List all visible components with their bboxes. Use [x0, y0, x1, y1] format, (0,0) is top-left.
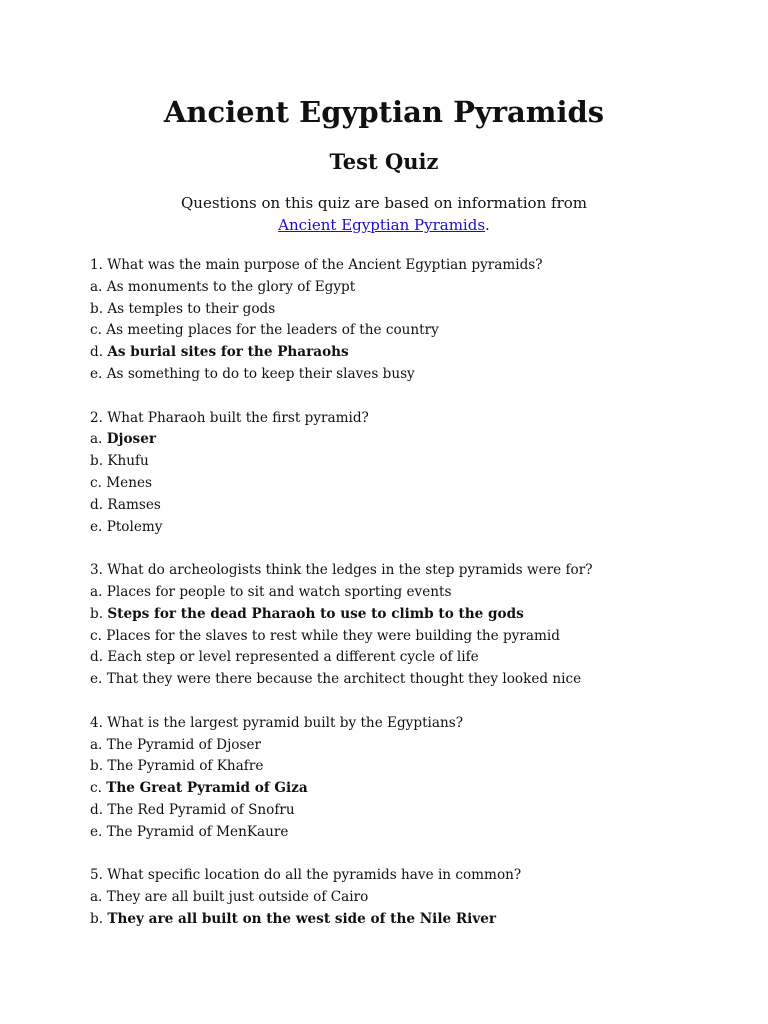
answer-option [90, 822, 730, 844]
option-text: The Pyramid of Khafre [107, 758, 264, 775]
option-text: As something to do to keep their slaves busy [106, 365, 415, 382]
document-subtitle: Test Quiz [329, 149, 439, 174]
option-text: They are all built just outside of Cairo [106, 889, 369, 906]
option-letter: a. [90, 736, 103, 753]
option-text: Each step or level represented a different cycle of life [107, 649, 479, 666]
option-letter: b. [90, 605, 104, 622]
option-letter: a. [90, 278, 103, 295]
intro-text: Questions on this quiz are based on information from [180, 194, 587, 212]
option-letter: b. [90, 453, 104, 470]
answer-option [90, 495, 730, 517]
answer-option [90, 735, 730, 757]
option-letter: c. [90, 474, 102, 491]
answer-option-correct [90, 909, 730, 931]
answer-option [90, 517, 730, 539]
source-link[interactable]: Ancient Egyptian Pyramids [278, 216, 486, 234]
answer-option-correct [90, 604, 730, 626]
answer-option [90, 451, 730, 473]
option-text: Places for people to sit and watch sporting events [106, 583, 452, 600]
option-text: That they were there because the architect thought they looked nice [106, 671, 582, 688]
answer-option [90, 647, 730, 669]
intro-link-line [0, 214, 768, 236]
question-block [90, 713, 730, 844]
answer-option [90, 669, 730, 691]
answer-option [90, 887, 730, 909]
intro-period: . [485, 216, 490, 234]
question-prompt: 5. What specific location do all the pyramids have in common? [90, 867, 522, 884]
question-block [90, 255, 730, 386]
question-prompt: 2. What Pharaoh built the first pyramid? [90, 409, 369, 426]
answer-option-correct [90, 778, 730, 800]
option-letter: e. [90, 671, 103, 688]
document-title: Ancient Egyptian Pyramids [163, 95, 605, 129]
option-text: The Red Pyramid of Snofru [107, 801, 295, 818]
answer-option [90, 800, 730, 822]
option-letter: b. [90, 758, 104, 775]
option-text: Djoser [106, 431, 157, 448]
option-text: The Pyramid of MenKaure [106, 823, 289, 840]
option-letter: e. [90, 823, 103, 840]
answer-option-correct [90, 429, 730, 451]
intro-paragraph [0, 192, 768, 236]
option-text: Steps for the dead Pharaoh to use to climb to the gods [107, 605, 524, 622]
answer-option [90, 473, 730, 495]
option-text: Menes [106, 474, 153, 491]
question-prompt: 3. What do archeologists think the ledges in the step pyramids were for? [90, 562, 593, 579]
question-block [90, 560, 730, 691]
option-text: Places for the slaves to rest while they were building the pyramid [106, 627, 560, 644]
answer-option-correct [90, 342, 730, 364]
option-letter: d. [90, 801, 104, 818]
question-list [90, 255, 730, 953]
question-block [90, 865, 730, 930]
option-letter: c. [90, 780, 102, 797]
option-text: As temples to their gods [107, 300, 276, 317]
option-text: As burial sites for the Pharaohs [107, 344, 349, 361]
option-text: Ptolemy [106, 518, 163, 535]
option-letter: b. [90, 910, 104, 927]
answer-option [90, 756, 730, 778]
answer-option [90, 626, 730, 648]
option-letter: c. [90, 627, 102, 644]
option-text: They are all built on the west side of the Nile River [107, 910, 497, 927]
option-text: As meeting places for the leaders of the country [106, 322, 439, 339]
question-prompt: 4. What is the largest pyramid built by the Egyptians? [90, 714, 463, 731]
answer-option [90, 364, 730, 386]
question-block [90, 408, 730, 539]
option-letter: b. [90, 300, 104, 317]
option-letter: d. [90, 649, 104, 666]
option-letter: a. [90, 889, 103, 906]
option-letter: a. [90, 431, 103, 448]
option-letter: e. [90, 518, 103, 535]
answer-option [90, 320, 730, 342]
answer-option [90, 299, 730, 321]
option-letter: a. [90, 583, 103, 600]
option-letter: c. [90, 322, 102, 339]
answer-option [90, 582, 730, 604]
option-text: Ramses [107, 496, 161, 513]
option-text: As monuments to the glory of Egypt [106, 278, 356, 295]
option-letter: d. [90, 344, 104, 361]
option-letter: d. [90, 496, 104, 513]
option-text: Khufu [107, 453, 149, 470]
answer-option [90, 277, 730, 299]
question-prompt: 1. What was the main purpose of the Ancient Egyptian pyramids? [90, 257, 543, 273]
option-text: The Great Pyramid of Giza [106, 780, 308, 797]
option-letter: e. [90, 365, 103, 382]
option-text: The Pyramid of Djoser [106, 736, 261, 753]
